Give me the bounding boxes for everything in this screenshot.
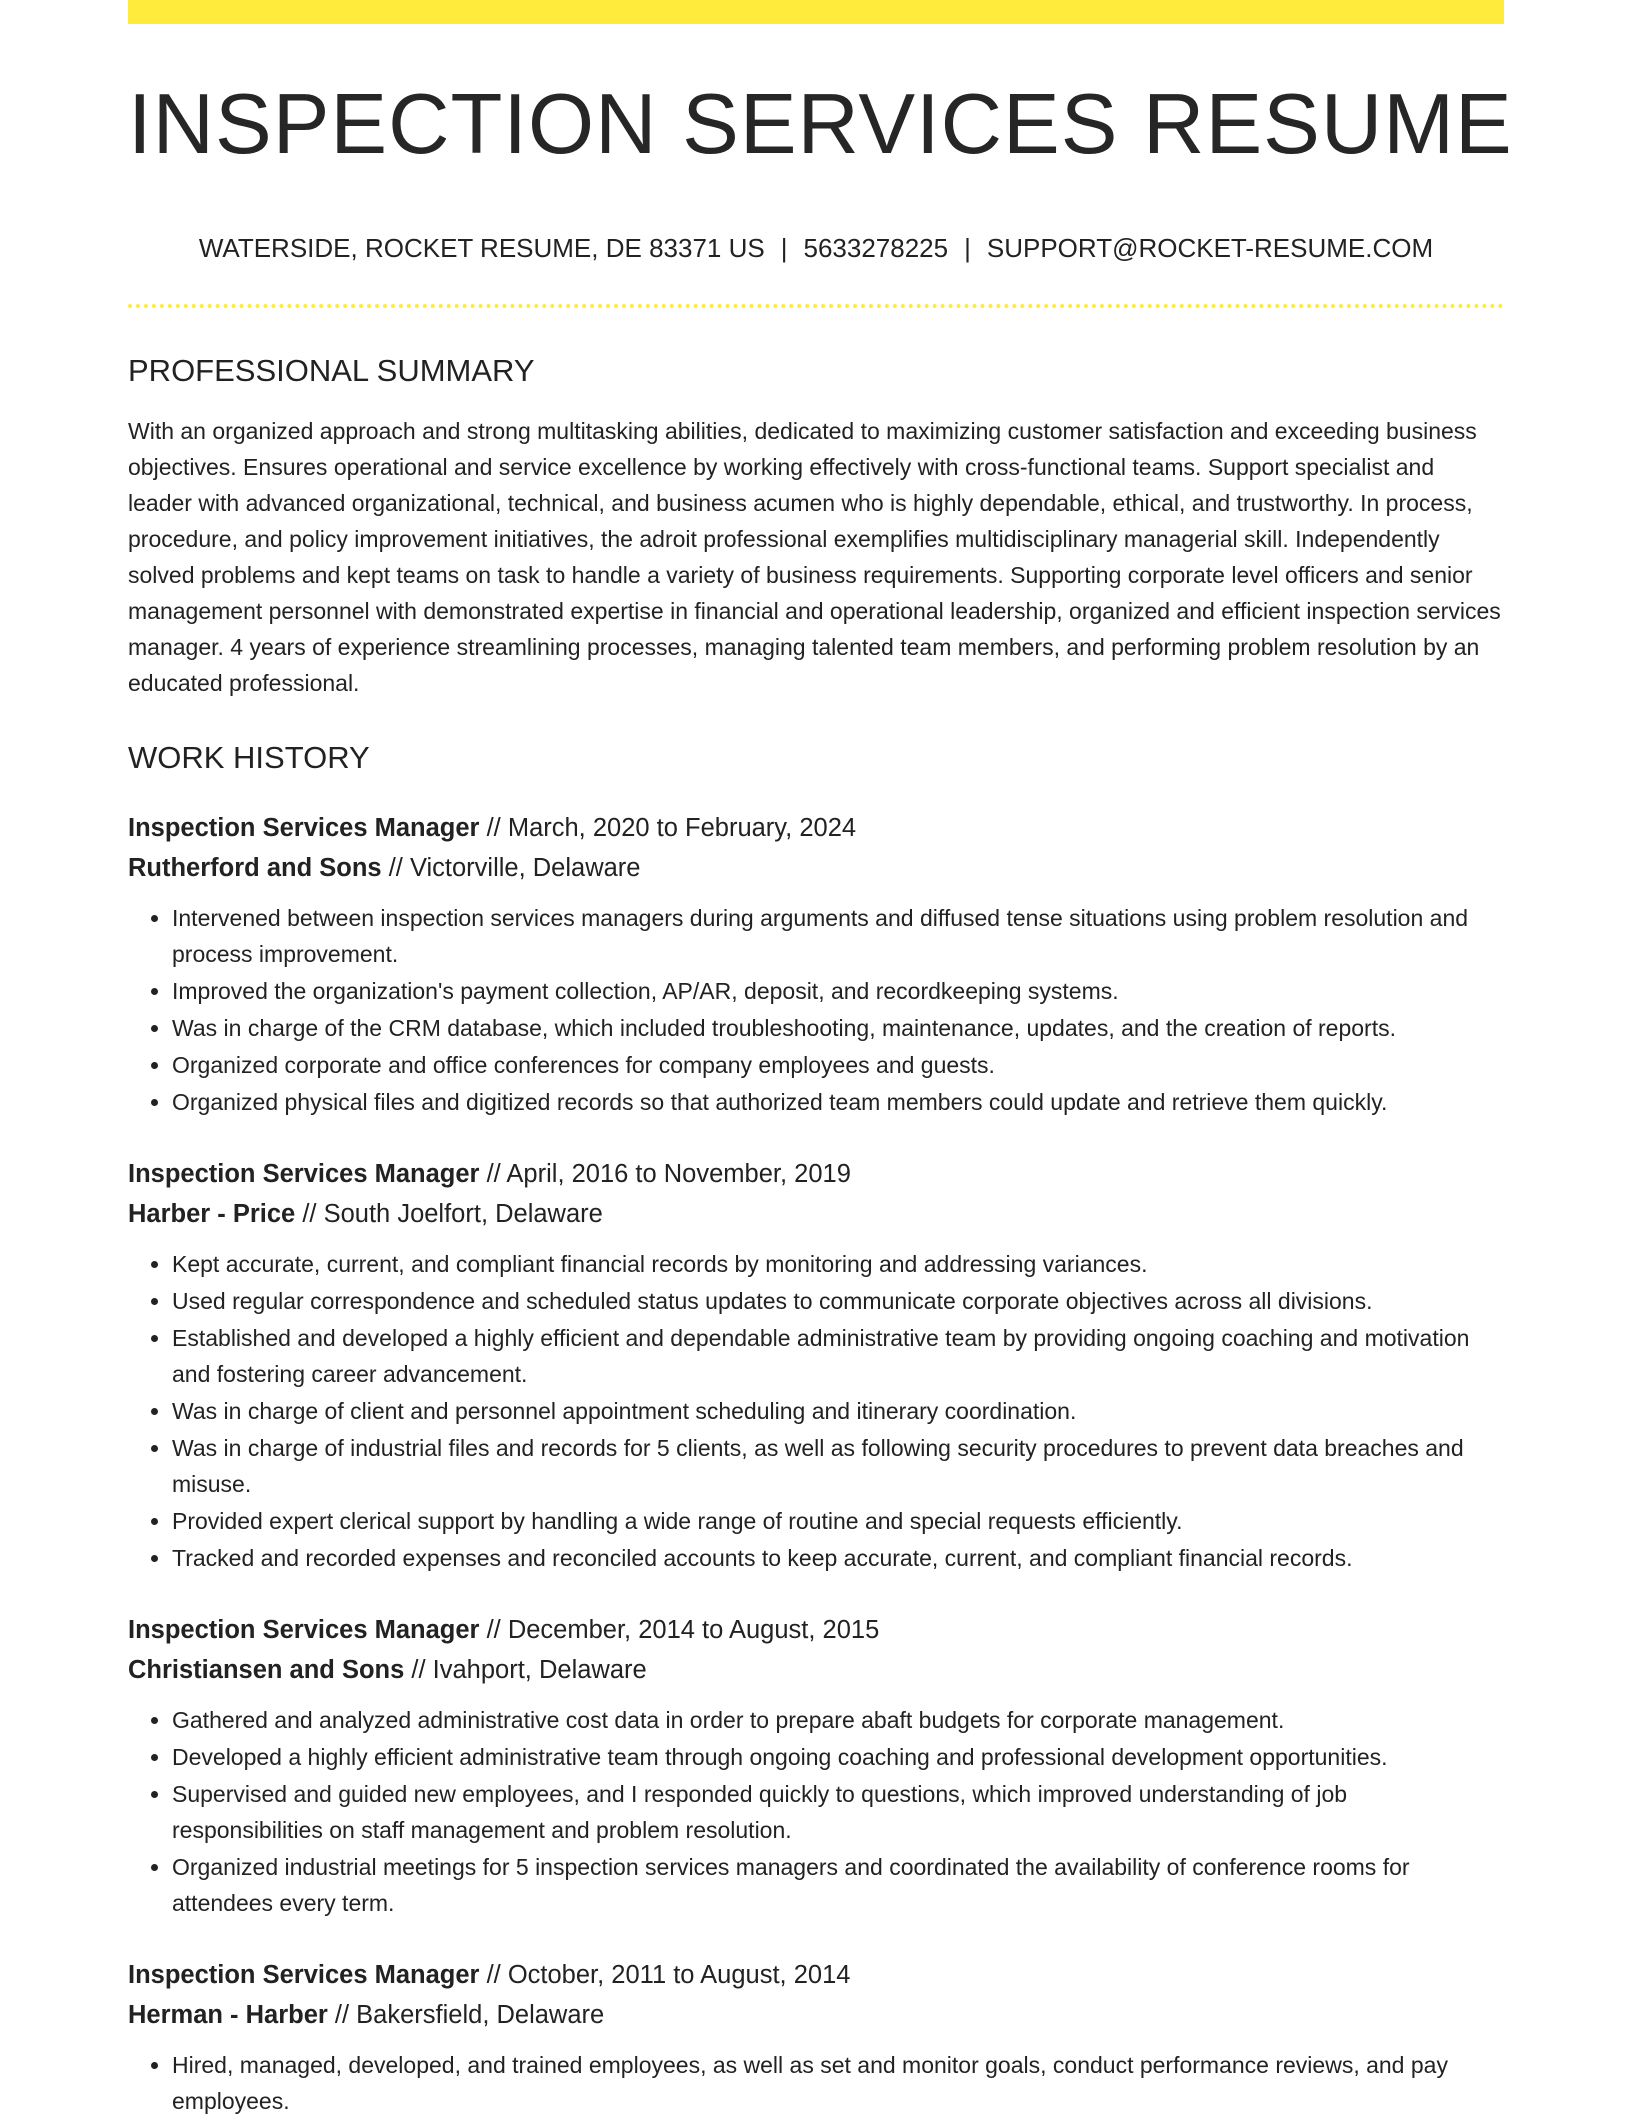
job-entry <box>128 1610 1504 1921</box>
job-dates: // March, 2020 to February, 2024 <box>486 814 857 843</box>
dotted-divider <box>128 304 1504 308</box>
job-bullet: • Provided expert clerical support by handling a wide range of routine and special requests efficiently. <box>172 1503 1504 1539</box>
job-bullet: • Was in charge of the CRM database, which included troubleshooting, maintenance, updates, and the creation of reports. <box>172 1010 1504 1046</box>
job-bullet-list <box>128 1702 1504 1921</box>
contact-separator: | <box>780 233 788 263</box>
job-bullet: • Developed a highly efficient administrative team through ongoing coaching and professional development opportunities. <box>172 1739 1504 1775</box>
job-company-line <box>128 848 1504 888</box>
job-bullet: • Was in charge of industrial files and records for 5 clients, as well as following security procedures to prevent data breaches and misuse. <box>172 1430 1504 1502</box>
job-bullet-list <box>128 900 1504 1120</box>
job-location: // Bakersfield, Delaware <box>334 2001 605 2030</box>
job-bullet: • Organized corporate and office conferences for company employees and guests. <box>172 1047 1504 1083</box>
resume-page <box>128 0 1513 2119</box>
job-bullet: • Used regular correspondence and scheduled status updates to communicate corporate objectives across all divisions. <box>172 1283 1504 1319</box>
job-bullet: • Was in charge of client and personnel appointment scheduling and itinerary coordination. <box>172 1393 1504 1429</box>
job-bullet: • Intervened between inspection services managers during arguments and diffused tense situations using problem resolution and process improvement. <box>172 900 1504 972</box>
job-entry <box>128 1154 1504 1576</box>
job-bullet: • Improved the organization's payment collection, AP/AR, deposit, and recordkeeping systems. <box>172 973 1504 1009</box>
work-history-heading: WORK HISTORY <box>128 740 370 776</box>
job-company: Harber - Price <box>128 1200 296 1229</box>
summary-text: With an organized approach and strong multitasking abilities, dedicated to maximizing customer satisfaction and exceeding business objectives. Ensures operational and service excellence by working effectively with cross-functional teams. Support specialist and leader with advanced organizational, technical, and business acumen who is highly dependable, ethical, and trustworthy. In process, procedure, and policy improvement initiatives, the adroit professional exemplifies multidisciplinary managerial skill. Independently solved problems and kept teams on task to handle a variety of business requirements. Supporting corporate level officers and senior management personnel with demonstrated expertise in financial and operational leadership, organized and efficient inspection services manager. 4 years of experience streamlining processes, managing talented team members, and performing problem resolution by an educated professional. <box>128 418 1501 697</box>
job-title-line <box>128 808 1504 848</box>
job-bullet: • Organized physical files and digitized records so that authorized team members could update and retrieve them quickly. <box>172 1084 1504 1120</box>
job-location: // Victorville, Delaware <box>388 854 641 883</box>
job-company: Rutherford and Sons <box>128 854 382 883</box>
contact-email: SUPPORT@ROCKET-RESUME.COM <box>986 233 1434 263</box>
job-title: Inspection Services Manager <box>128 1160 480 1189</box>
summary-heading: PROFESSIONAL SUMMARY <box>128 353 535 388</box>
job-title: Inspection Services Manager <box>128 1616 480 1645</box>
job-bullet: • Established and developed a highly efficient and dependable administrative team by providing ongoing coaching and motivation and fostering career advancement. <box>172 1320 1504 1392</box>
job-title-line <box>128 1154 1504 1194</box>
job-entry <box>128 1955 1504 2119</box>
job-entry <box>128 808 1504 1120</box>
job-bullet: • Gathered and analyzed administrative cost data in order to prepare abaft budgets for corporate management. <box>172 1702 1504 1738</box>
contact-separator: | <box>964 233 971 263</box>
job-bullet-list <box>128 2047 1504 2119</box>
job-dates: // October, 2011 to August, 2014 <box>486 1961 851 1990</box>
job-bullet: • Hired, managed, developed, and trained employees, as well as set and monitor goals, conduct performance reviews, and pay employees. <box>172 2047 1504 2119</box>
job-bullet: • Supervised and guided new employees, and I responded quickly to questions, which improved understanding of job responsibilities on staff management and problem resolution. <box>172 1776 1504 1848</box>
job-location: // Ivahport, Delaware <box>411 1656 647 1685</box>
job-company-line <box>128 1194 1504 1234</box>
job-dates: // December, 2014 to August, 2015 <box>486 1616 880 1645</box>
page-title: INSPECTION SERVICES RESUME <box>128 77 1513 172</box>
contact-address: WATERSIDE, ROCKET RESUME, DE 83371 US <box>198 233 765 263</box>
job-dates: // April, 2016 to November, 2019 <box>486 1160 851 1189</box>
job-bullet: • Organized industrial meetings for 5 inspection services managers and coordinated the availability of conference rooms for attendees every term. <box>172 1849 1504 1921</box>
job-title: Inspection Services Manager <box>128 814 480 843</box>
job-company-line <box>128 1995 1504 2035</box>
top-accent-bar <box>128 0 1504 24</box>
contact-line <box>128 233 1504 264</box>
job-bullet-list <box>128 1246 1504 1576</box>
job-title-line <box>128 1955 1504 1995</box>
job-title-line <box>128 1610 1504 1650</box>
job-bullet: • Kept accurate, current, and compliant financial records by monitoring and addressing variances. <box>172 1246 1504 1282</box>
job-location: // South Joelfort, Delaware <box>302 1200 603 1229</box>
job-company: Herman - Harber <box>128 2001 328 2030</box>
job-company: Christiansen and Sons <box>128 1656 405 1685</box>
job-title: Inspection Services Manager <box>128 1961 480 1990</box>
job-company-line <box>128 1650 1504 1690</box>
contact-phone: 5633278225 <box>803 233 949 263</box>
job-bullet: • Tracked and recorded expenses and reconciled accounts to keep accurate, current, and compliant financial records. <box>172 1540 1504 1576</box>
